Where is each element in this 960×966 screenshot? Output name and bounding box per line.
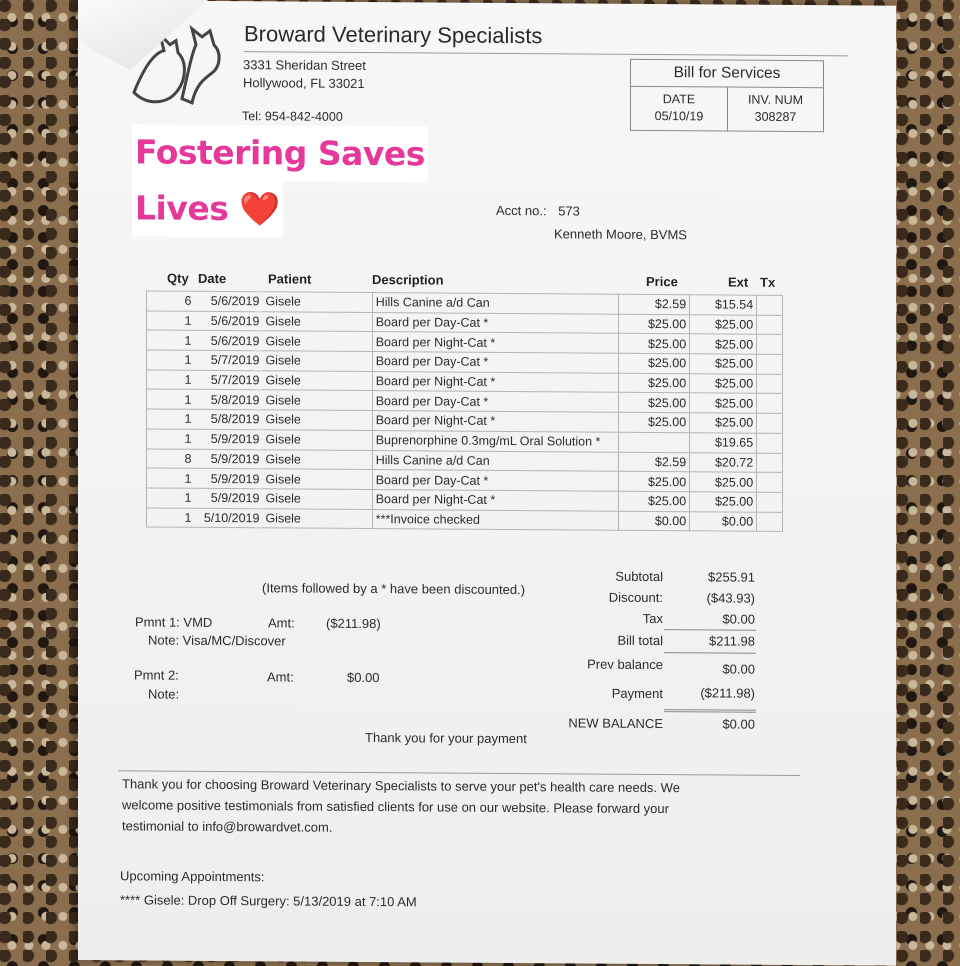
- cell-price: $25.00: [619, 334, 690, 354]
- cell-price: $25.00: [619, 491, 690, 511]
- cell-description: Board per Night-Cat *: [372, 371, 618, 392]
- cell-qty: 1: [147, 311, 195, 331]
- col-header-patient: Patient: [268, 271, 312, 287]
- bill-info-box: [630, 59, 824, 132]
- date-label: DATE: [662, 92, 696, 107]
- cell-date: 5/8/2019: [194, 409, 262, 429]
- date-cell: [631, 86, 728, 131]
- doctor-name: Kenneth Moore, BVMS: [554, 226, 687, 243]
- bill-title: Bill for Services: [631, 60, 823, 88]
- cell-tx: [757, 512, 783, 532]
- cell-patient: Gisele: [262, 430, 372, 450]
- discount-value: ($43.93): [706, 590, 755, 606]
- invoice-number-value: 308287: [754, 109, 797, 125]
- table-row: [147, 508, 783, 532]
- cell-ext: $25.00: [690, 413, 757, 433]
- clinic-phone: Tel: 954-842-4000: [242, 109, 343, 124]
- overlay-line-2: Lives: [135, 188, 229, 229]
- cell-qty: 1: [147, 330, 195, 350]
- payment-2-amt-label: Amt:: [267, 669, 294, 685]
- cell-tx: [757, 413, 783, 433]
- cell-tx: [757, 394, 783, 414]
- cell-ext: $19.65: [690, 433, 757, 453]
- discount-row: [512, 586, 756, 609]
- cell-patient: Gisele: [262, 508, 372, 528]
- payment-1-amount: ($211.98): [326, 615, 381, 632]
- cell-date: 5/8/2019: [194, 390, 262, 410]
- prev-balance-label: Prev balance: [587, 656, 663, 673]
- payment-2-label: Pmnt 2:: [134, 667, 179, 683]
- col-header-qty: Qty: [167, 270, 189, 286]
- cell-date: 5/9/2019: [194, 449, 262, 469]
- cell-price: $25.00: [619, 314, 690, 334]
- totals-table: [512, 565, 756, 737]
- cell-patient: Gisele: [262, 449, 372, 469]
- cell-description: ***Invoice checked: [372, 509, 618, 530]
- tax-row: [512, 607, 756, 630]
- cell-date: 5/6/2019: [194, 291, 262, 311]
- bill-total-label: Bill total: [617, 632, 663, 649]
- cell-date: 5/10/2019: [194, 508, 262, 528]
- cell-patient: Gisele: [262, 311, 372, 331]
- cell-patient: Gisele: [262, 469, 372, 489]
- cell-patient: Gisele: [262, 489, 372, 509]
- cell-date: 5/7/2019: [194, 350, 262, 370]
- prev-balance-row: [512, 651, 756, 678]
- cell-qty: 1: [147, 468, 195, 488]
- cell-price: $2.59: [619, 294, 690, 314]
- invoice-paper: [78, 0, 896, 966]
- cell-tx: [757, 492, 783, 512]
- footer-message: Thank you for choosing Broward Veterinary Specialists to serve your pet's health care needs. We welcome positive testimonials from satisfied clients for use on our website. Please forward your testimonial to info@browardvet.com.: [122, 776, 680, 835]
- invoice-number-label: INV. NUM: [747, 92, 804, 108]
- cell-date: 5/9/2019: [194, 429, 262, 449]
- subtotal-row: [512, 565, 756, 588]
- cell-description: Board per Night-Cat *: [372, 332, 618, 353]
- cell-qty: 1: [147, 508, 195, 528]
- cell-date: 5/9/2019: [194, 488, 262, 508]
- cell-tx: [757, 374, 783, 394]
- bill-total-value: $211.98: [664, 629, 756, 653]
- cell-description: Board per Night-Cat *: [372, 411, 618, 432]
- cell-patient: Gisele: [262, 390, 372, 410]
- header-rule: [244, 51, 848, 56]
- payment-value: ($211.98): [664, 677, 756, 711]
- heart-icon: ❤️: [239, 189, 280, 229]
- cell-ext: $25.00: [690, 472, 757, 492]
- cell-price: $25.00: [619, 412, 690, 432]
- subtotal-label: Subtotal: [615, 568, 663, 585]
- cell-price: $0.00: [619, 511, 690, 531]
- cell-description: Board per Day-Cat *: [372, 352, 618, 373]
- cell-ext: $25.00: [690, 314, 757, 334]
- discount-label: Discount:: [608, 589, 663, 606]
- upcoming-label: Upcoming Appointments:: [120, 868, 265, 885]
- invoice-number-cell: [728, 87, 823, 132]
- cell-tx: [757, 295, 783, 315]
- cell-patient: Gisele: [262, 292, 372, 312]
- cell-ext: $25.00: [690, 374, 757, 394]
- prev-balance-value: $0.00: [722, 661, 755, 677]
- cell-ext: $0.00: [690, 511, 757, 531]
- cell-qty: 6: [147, 291, 195, 311]
- payment-2-amount: $0.00: [347, 669, 380, 686]
- cell-description: Board per Night-Cat *: [372, 489, 618, 510]
- cell-qty: 8: [147, 448, 195, 468]
- cell-patient: Gisele: [262, 371, 372, 391]
- cell-tx: [757, 315, 783, 335]
- overlay-line-1: Fostering Saves: [132, 124, 428, 182]
- fostering-overlay-text: [132, 124, 428, 238]
- cell-qty: 1: [147, 429, 195, 449]
- bill-total-row: [512, 628, 756, 653]
- cell-description: Buprenorphine 0.3mg/mL Oral Solution *: [372, 430, 618, 451]
- payment-1-note: Note: Visa/MC/Discover: [148, 632, 286, 649]
- cell-description: Board per Day-Cat *: [372, 470, 618, 491]
- col-header-description: Description: [372, 272, 444, 288]
- cell-tx: [757, 354, 783, 374]
- cell-price: [619, 432, 690, 452]
- cell-ext: $15.54: [690, 295, 757, 315]
- account-label: Acct no.:: [496, 202, 547, 219]
- cell-tx: [757, 433, 783, 453]
- cell-tx: [757, 335, 783, 355]
- cell-patient: Gisele: [262, 351, 372, 371]
- cell-description: Board per Day-Cat *: [372, 391, 618, 412]
- col-header-price: Price: [646, 273, 678, 290]
- tax-label: Tax: [642, 610, 663, 627]
- cell-qty: 1: [147, 370, 195, 390]
- cell-qty: 1: [147, 409, 195, 429]
- cell-ext: $20.72: [690, 452, 757, 472]
- discount-note: (Items followed by a * have been discounted.): [262, 580, 526, 598]
- new-balance-value: $0.00: [722, 716, 755, 732]
- cell-qty: 1: [147, 389, 195, 409]
- upcoming-appointment: **** Gisele: Drop Off Surgery: 5/13/2019 at 7:10 AM: [120, 892, 417, 910]
- thank-you-payment: Thank you for your payment: [365, 730, 527, 747]
- clinic-name: Broward Veterinary Specialists: [244, 21, 543, 49]
- payment-1-amt-label: Amt:: [268, 615, 295, 631]
- cell-description: Hills Canine a/d Can: [372, 293, 618, 314]
- new-balance-row: [512, 709, 756, 737]
- new-balance-label: NEW BALANCE: [568, 714, 663, 731]
- cell-date: 5/7/2019: [194, 370, 262, 390]
- clinic-address: [243, 56, 366, 93]
- tax-value: $0.00: [664, 608, 756, 630]
- payment-2-note: Note:: [148, 686, 180, 702]
- payment-1-label: Pmnt 1: VMD: [135, 614, 213, 630]
- account-number: [496, 203, 580, 219]
- col-header-date: Date: [198, 270, 227, 287]
- account-value: 573: [558, 203, 580, 219]
- cell-price: $25.00: [619, 393, 690, 413]
- cell-ext: $25.00: [690, 393, 757, 413]
- clinic-street: 3331 Sheridan Street: [243, 57, 366, 74]
- cell-qty: 1: [147, 488, 195, 508]
- cell-price: $25.00: [619, 471, 690, 491]
- cell-ext: $25.00: [690, 492, 757, 512]
- cell-date: 5/6/2019: [194, 331, 262, 351]
- cell-price: $2.59: [619, 452, 690, 472]
- clinic-city: Hollywood, FL 33021: [243, 75, 365, 92]
- cell-tx: [757, 453, 783, 473]
- cell-tx: [757, 472, 783, 492]
- totals-block: [512, 565, 756, 737]
- cell-ext: $25.00: [690, 354, 757, 374]
- line-items-table: [146, 290, 783, 532]
- subtotal-value: $255.91: [708, 569, 755, 585]
- date-value: 05/10/19: [654, 109, 704, 124]
- cell-price: $25.00: [619, 373, 690, 393]
- cell-date: 5/9/2019: [194, 469, 262, 489]
- cell-date: 5/6/2019: [194, 311, 262, 331]
- cell-description: Board per Day-Cat *: [372, 312, 618, 333]
- cell-ext: $25.00: [690, 334, 757, 354]
- overlay-line-2-wrap: [132, 180, 283, 237]
- payment-label: Payment: [611, 685, 663, 702]
- payment-row: [512, 676, 756, 711]
- col-header-tx: Tx: [760, 274, 776, 290]
- cell-patient: Gisele: [262, 410, 372, 430]
- cell-description: Hills Canine a/d Can: [372, 450, 618, 471]
- col-header-ext: Ext: [728, 274, 749, 290]
- cell-price: $25.00: [619, 353, 690, 373]
- cell-patient: Gisele: [262, 331, 372, 351]
- cell-qty: 1: [147, 350, 195, 370]
